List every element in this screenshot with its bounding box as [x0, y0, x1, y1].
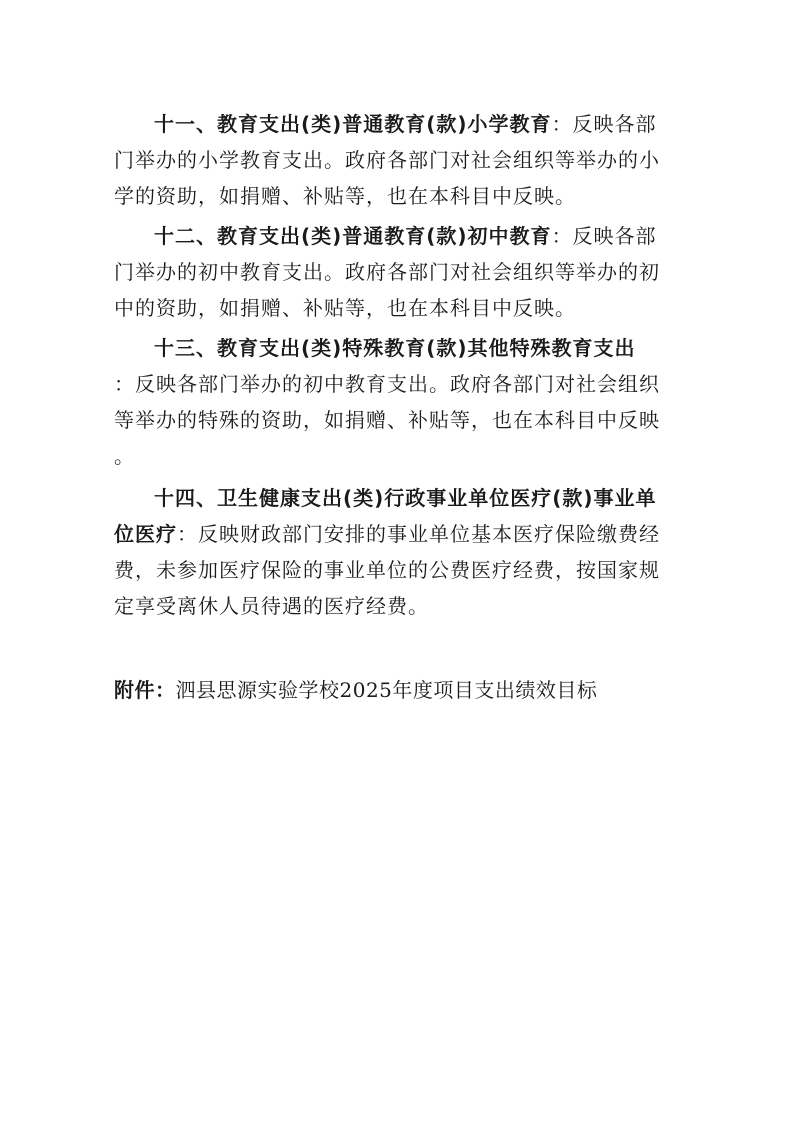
attachment-title: 泗县思源实验学校2025年度项目支出绩效目标: [175, 678, 598, 702]
paragraph-text: ：反映各部: [551, 224, 657, 248]
paragraph-junior-high-education: [114, 218, 674, 326]
paragraph-health-medical: [114, 480, 674, 624]
paragraph-line: ：反映各部门举办的初中教育支出。政府各部门对社会组织: [114, 372, 660, 396]
paragraph-first-line: [114, 218, 674, 254]
attachment-label: 附件：: [114, 678, 176, 702]
paragraph-line: 门举办的初中教育支出。政府各部门对社会组织等举办的初: [114, 260, 660, 284]
paragraph-line: 定享受离休人员待遇的医疗经费。: [114, 594, 429, 618]
paragraph-line: 等举办的特殊的资助，如捐赠、补贴等，也在本科目中反映: [114, 408, 660, 432]
paragraph-second-line: [114, 516, 674, 552]
paragraph-text: ：反映财政部门安排的事业单位基本医疗保险缴费经: [177, 522, 660, 546]
paragraph-heading: 十二、教育支出(类)普通教育(款)初中教育: [154, 224, 552, 248]
paragraph-first-line: [114, 480, 674, 516]
attachment-line: [114, 672, 597, 708]
paragraph-line: 学的资助，如捐赠、补贴等，也在本科目中反映。: [114, 184, 576, 208]
paragraph-first-line: [114, 330, 674, 366]
paragraph-heading: 十三、教育支出(类)特殊教育(款)其他特殊教育支出: [154, 336, 636, 360]
paragraph-heading-continued: 位医疗: [114, 522, 177, 546]
paragraph-first-line: [114, 106, 674, 142]
paragraph-heading: 十四、卫生健康支出(类)行政事业单位医疗(款)事业单: [154, 486, 657, 510]
paragraph-line: 门举办的小学教育支出。政府各部门对社会组织等举办的小: [114, 148, 660, 172]
paragraph-heading: 十一、教育支出(类)普通教育(款)小学教育: [154, 112, 552, 136]
paragraph-special-education: [114, 330, 674, 474]
paragraph-line: 费，未参加医疗保险的事业单位的公费医疗经费，按国家规: [114, 558, 660, 582]
paragraph-text: ：反映各部: [551, 112, 657, 136]
paragraph-line: 。: [114, 444, 135, 468]
paragraph-primary-education: [114, 106, 674, 214]
paragraph-line: 中的资助，如捐赠、补贴等，也在本科目中反映。: [114, 296, 576, 320]
